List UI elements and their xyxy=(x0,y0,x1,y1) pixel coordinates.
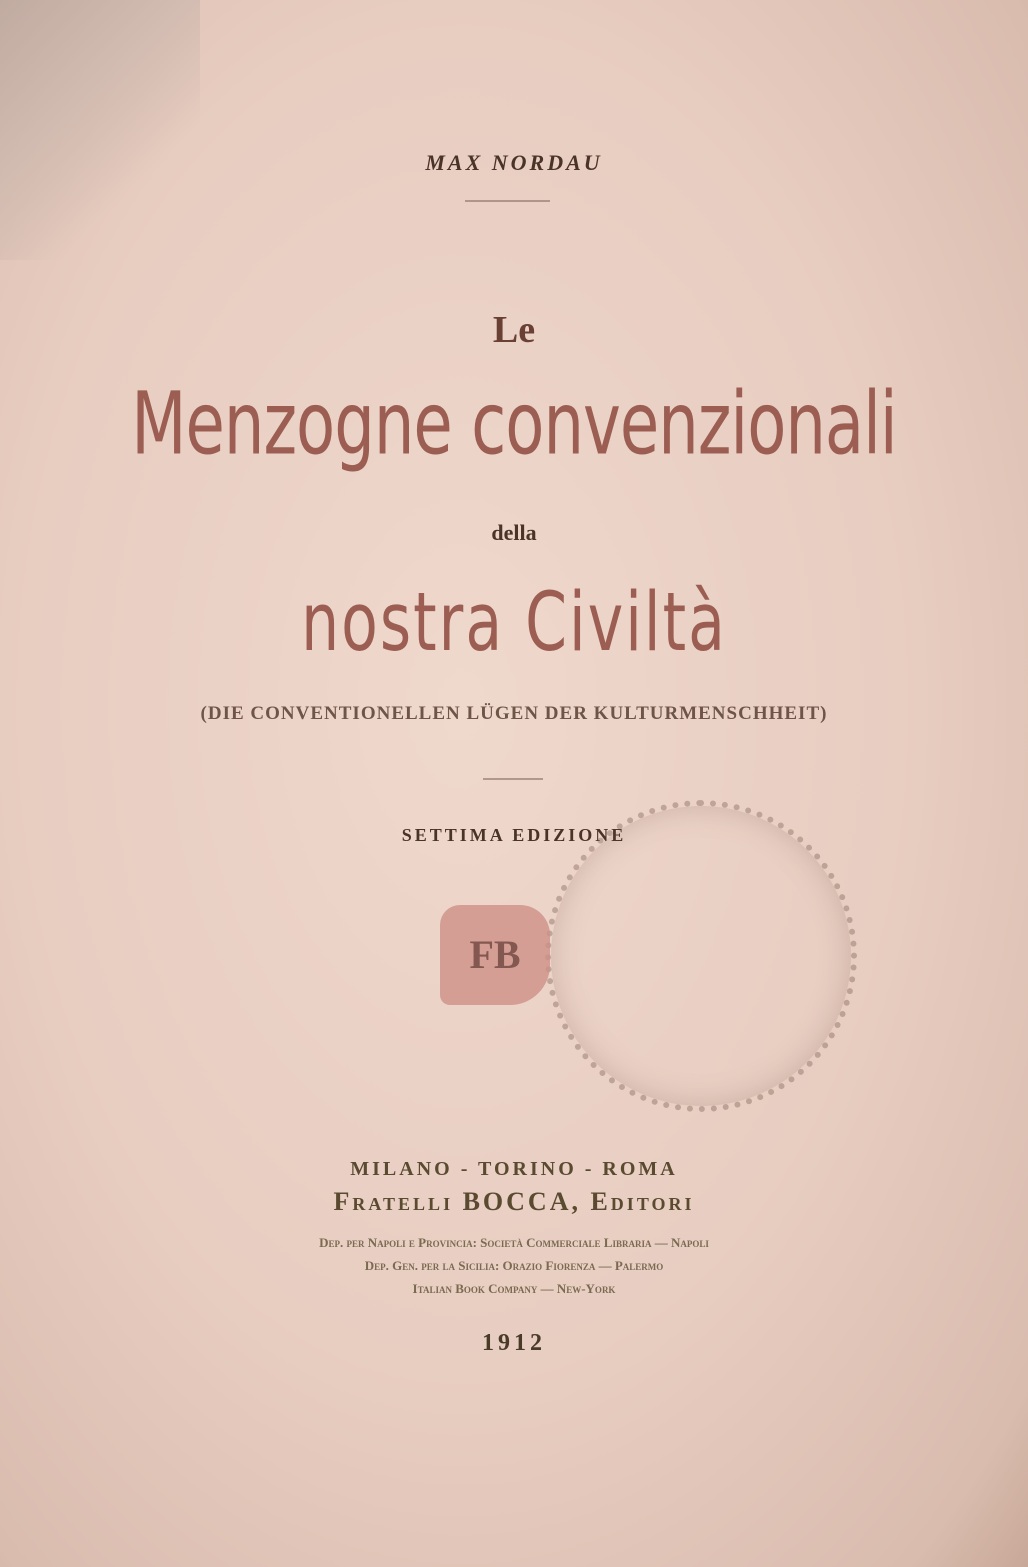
depot-line: Dep. per Napoli e Provincia: Società Commerciale Libraria — Napoli xyxy=(319,1235,709,1250)
author: MAX NORDAU xyxy=(425,150,603,175)
divider xyxy=(465,200,550,202)
year: 1912 xyxy=(482,1330,546,1356)
library-stamp xyxy=(545,800,857,1112)
title-line-1: Menzogne convenzionali xyxy=(131,375,897,475)
subtitle: (DIE CONVENTIONELLEN LÜGEN DER KULTURMENSCHHEIT) xyxy=(200,703,828,724)
worn-corner xyxy=(0,0,200,260)
depot-line: Dep. Gen. per la Sicilia: Orazio Fiorenza — Palermo xyxy=(364,1258,664,1273)
cities: MILANO - TORINO - ROMA xyxy=(350,1158,678,1180)
publisher: Fratelli BOCCA, Editori xyxy=(333,1187,695,1216)
edition: SETTIMA EDIZIONE xyxy=(401,825,627,845)
title-line-2: nostra Civiltà xyxy=(301,575,727,671)
divider xyxy=(483,778,543,780)
publisher-monogram: FB xyxy=(440,905,550,1005)
title-connector: della xyxy=(491,520,537,545)
title-article: Le xyxy=(492,309,536,351)
depot-line: Italian Book Company — New-York xyxy=(412,1281,616,1296)
